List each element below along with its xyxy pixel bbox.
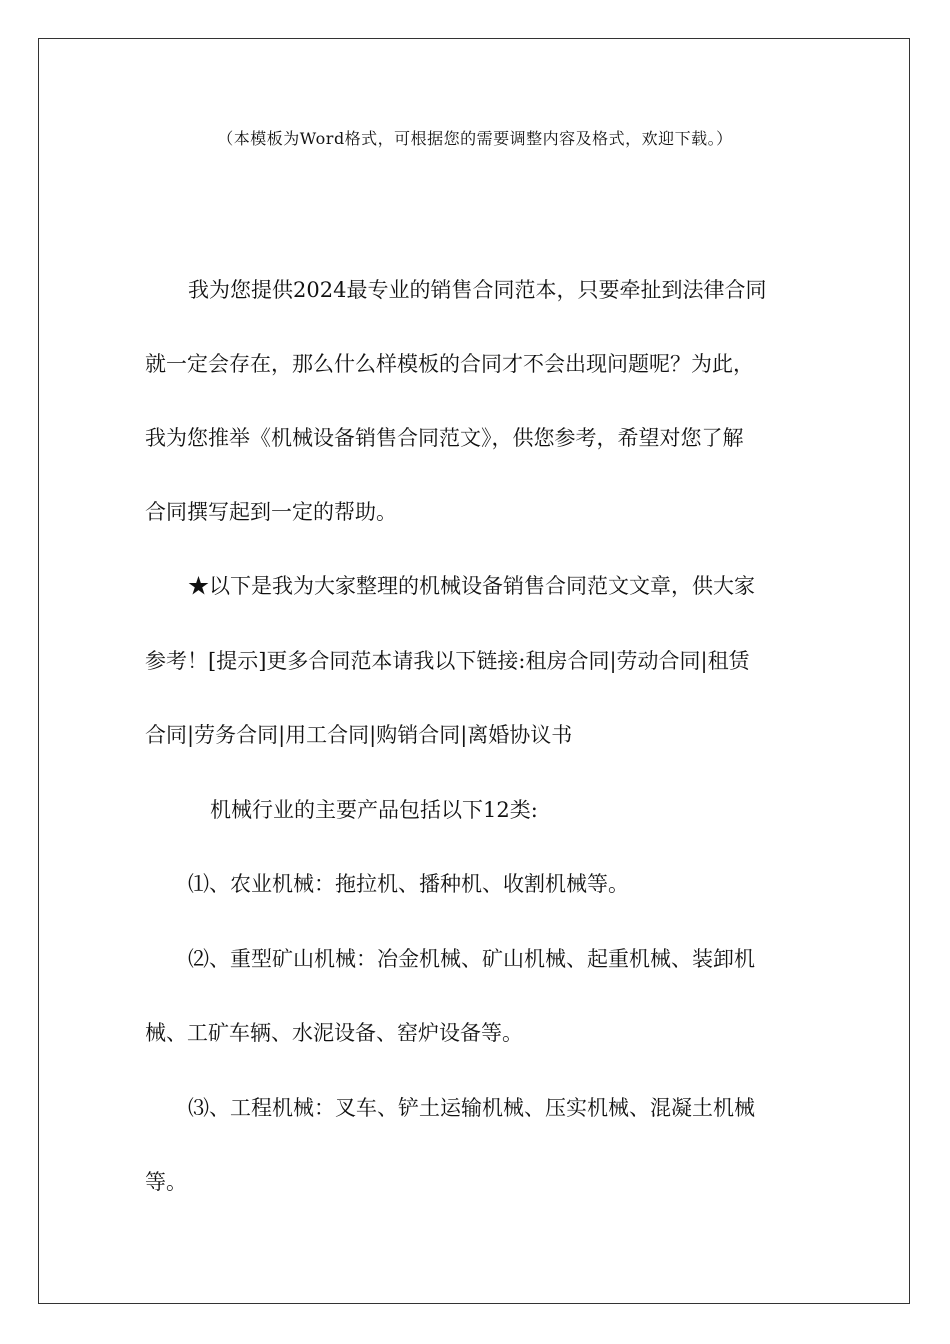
- notice-line-3: 合同|劳务合同|用工合同|购销合同|离婚协议书: [145, 723, 573, 747]
- notice-line-1: ★以下是我为大家整理的机械设备销售合同范文文章，供大家: [188, 574, 755, 598]
- template-note: （本模板为Word格式，可根据您的需要调整内容及格式，欢迎下载。）: [217, 129, 733, 148]
- intro-line-4: 合同撰写起到一定的帮助。: [145, 500, 397, 524]
- list-item: ⑶、工程机械：叉车、铲土运输机械、压实机械、混凝土机械: [188, 1096, 755, 1120]
- list-item-continuation: 械、工矿车辆、水泥设备、窑炉设备等。: [145, 1021, 523, 1045]
- list-item-continuation: 等。: [145, 1170, 187, 1194]
- intro-line-3: 我为您推举《机械设备销售合同范文》，供您参考，希望对您了解: [145, 426, 744, 450]
- list-item: ⑵、重型矿山机械：冶金机械、矿山机械、起重机械、装卸机: [188, 947, 755, 971]
- notice-line-2: 参考！[提示]更多合同范本请我以下链接:租房合同|劳动合同|租赁: [145, 649, 750, 673]
- intro-line-2: 就一定会存在，那么什么样模板的合同才不会出现问题呢？为此，: [145, 352, 754, 376]
- list-item: ⑴、农业机械：拖拉机、播种机、收割机械等。: [188, 872, 629, 896]
- intro-line-1: 我为您提供2024最专业的销售合同范本，只要牵扯到法律合同: [188, 278, 767, 302]
- section-heading: 机械行业的主要产品包括以下12类:: [210, 798, 538, 822]
